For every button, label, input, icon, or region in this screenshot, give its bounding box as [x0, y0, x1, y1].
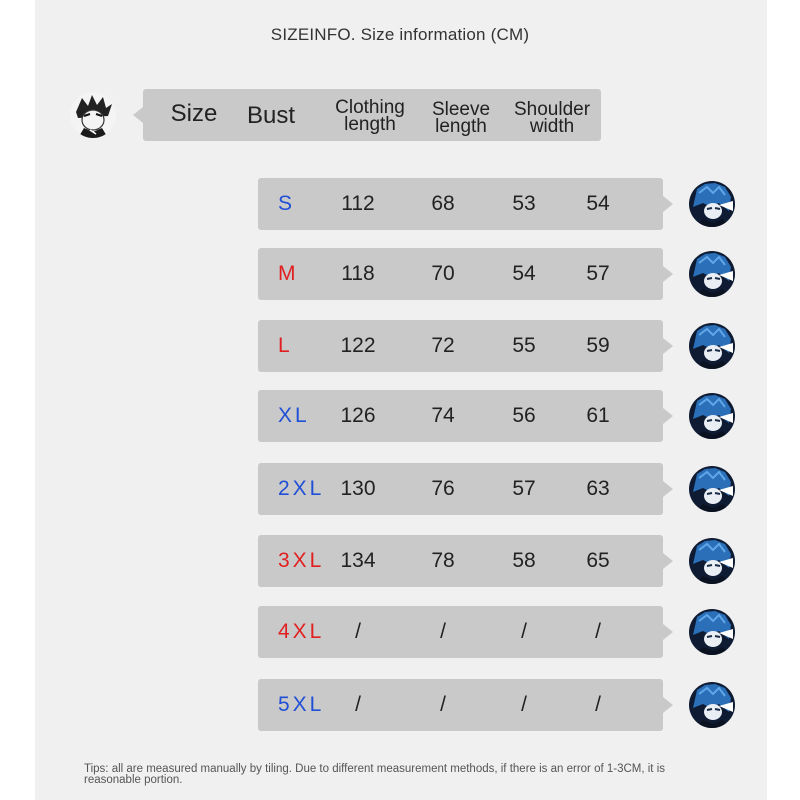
table-row: [258, 320, 663, 372]
sleeve-length-cell: /: [521, 693, 527, 716]
shoulder-width-cell: 59: [586, 334, 610, 357]
bust-cell: 118: [341, 262, 375, 285]
size-cell: 3XL: [278, 549, 325, 572]
bust-cell: 130: [340, 477, 376, 500]
size-cell: 4XL: [278, 620, 325, 643]
sleeve-length-cell: 55: [512, 334, 536, 357]
page-title: SIZEINFO. Size information (CM): [270, 25, 530, 44]
size-cell: 2XL: [278, 477, 325, 500]
table-row: [258, 606, 663, 658]
bust-cell: 112: [341, 192, 375, 215]
table-row: [258, 248, 663, 300]
row-avatar-icon: [689, 466, 735, 512]
row-avatar-icon: [689, 682, 735, 728]
header-size: Size: [170, 100, 218, 127]
bust-cell: 134: [340, 549, 376, 572]
bust-cell: 126: [340, 404, 376, 427]
sleeve-length-cell: 57: [512, 477, 536, 500]
size-cell: M: [278, 262, 299, 285]
row-avatar-icon: [689, 538, 735, 584]
bust-cell: /: [355, 620, 361, 643]
row-avatar-icon: [689, 251, 735, 297]
shoulder-width-cell: 54: [586, 192, 610, 215]
size-cell: L: [278, 334, 293, 357]
shoulder-width-cell: 57: [586, 262, 610, 285]
shoulder-width-cell: 61: [586, 404, 610, 427]
row-avatar-icon: [689, 181, 735, 227]
header-avatar-icon: [70, 92, 116, 138]
clothing-length-cell: 78: [431, 549, 455, 572]
sleeve-length-cell: 54: [512, 262, 536, 285]
size-cell: S: [278, 192, 296, 215]
sleeve-length-cell: 56: [512, 404, 536, 427]
sleeve-length-cell: /: [521, 620, 527, 643]
shoulder-width-cell: /: [595, 693, 601, 716]
shoulder-width-cell: 63: [586, 477, 610, 500]
clothing-length-cell: /: [440, 620, 446, 643]
clothing-length-cell: 70: [431, 262, 455, 285]
clothing-length-cell: /: [440, 693, 446, 716]
table-row: [258, 535, 663, 587]
header-bust: Bust: [246, 102, 296, 129]
header-sleeve-length: Sleeve length: [431, 99, 491, 137]
shoulder-width-cell: 65: [586, 549, 610, 572]
size-cell: 5XL: [278, 693, 325, 716]
row-avatar-icon: [689, 609, 735, 655]
header-clothing-length: Clothing length: [335, 97, 405, 135]
header-shoulder-width: Shoulder width: [513, 99, 591, 137]
size-cell: XL: [278, 404, 310, 427]
tips-note: Tips: all are measured manually by tiling. Due to different measurement methods, if there is an error of 1-3CM, it is reasonable portion.: [84, 763, 666, 786]
clothing-length-cell: 68: [431, 192, 455, 215]
row-avatar-icon: [689, 393, 735, 439]
table-row: [258, 679, 663, 731]
clothing-length-cell: 74: [431, 404, 455, 427]
sleeve-length-cell: 53: [512, 192, 536, 215]
header-bubble: [143, 89, 601, 141]
clothing-length-cell: 72: [431, 334, 455, 357]
bust-cell: 122: [340, 334, 376, 357]
row-avatar-icon: [689, 323, 735, 369]
table-row: [258, 178, 663, 230]
table-row: [258, 390, 663, 442]
clothing-length-cell: 76: [431, 477, 455, 500]
bust-cell: /: [355, 693, 361, 716]
sleeve-length-cell: 58: [512, 549, 536, 572]
table-row: [258, 463, 663, 515]
shoulder-width-cell: /: [595, 620, 601, 643]
